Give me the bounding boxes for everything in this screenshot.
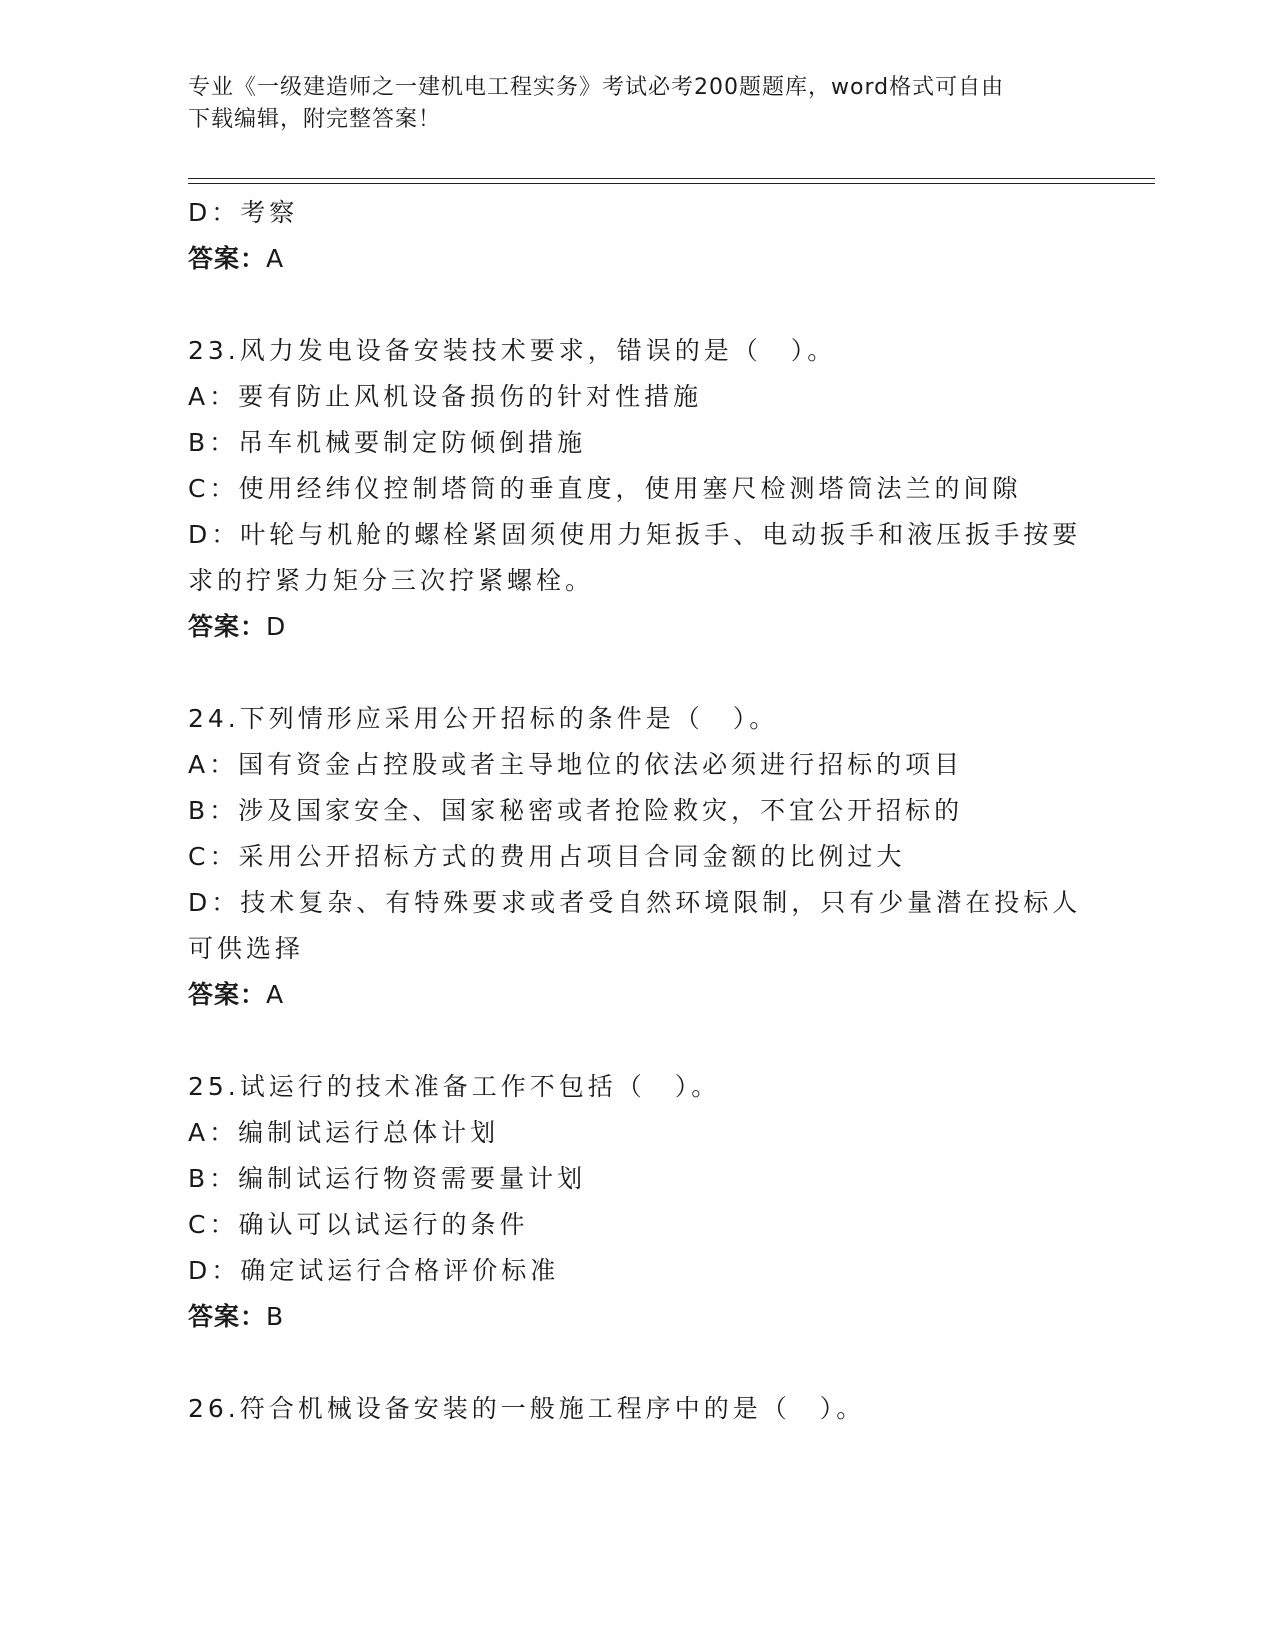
question-stem: 23.风力发电设备安装技术要求，错误的是（ ）。 xyxy=(188,336,837,365)
question-stem: 24.下列情形应采用公开招标的条件是（ ）。 xyxy=(188,704,779,733)
answer: 答案：A xyxy=(188,980,285,1009)
question-body xyxy=(188,190,1088,1432)
document-header xyxy=(188,72,1088,136)
option-a: A：要有防止风机设备损伤的针对性措施 xyxy=(188,382,703,411)
option-a: A：编制试运行总体计划 xyxy=(188,1118,500,1147)
option-c: C：使用经纬仪控制塔筒的垂直度，使用塞尺检测塔筒法兰的间隙 xyxy=(188,474,1022,503)
option-d: D：技术复杂、有特殊要求或者受自然环境限制，只有少量潜在投标人 xyxy=(188,888,1082,917)
question-26-stem: 26.符合机械设备安装的一般施工程序中的是（ ）。 xyxy=(188,1394,866,1423)
answer: 答案：B xyxy=(188,1302,285,1331)
header-divider-top xyxy=(188,178,1155,179)
option-d-continued: 可供选择 xyxy=(188,934,305,963)
option-a: A：国有资金占控股或者主导地位的依法必须进行招标的项目 xyxy=(188,750,964,779)
option-c: C：采用公开招标方式的费用占项目合同金额的比例过大 xyxy=(188,842,906,871)
answer-value: D xyxy=(266,612,287,641)
answer: 答案：D xyxy=(188,612,287,641)
answer-prev: 答案：A xyxy=(188,244,285,273)
answer-value: A xyxy=(266,980,285,1009)
option-d: D：叶轮与机舱的螺栓紧固须使用力矩扳手、电动扳手和液压扳手按要 xyxy=(188,520,1082,549)
option-b: B：吊车机械要制定防倾倒措施 xyxy=(188,428,587,457)
header-divider-bottom xyxy=(188,183,1155,184)
question-25 xyxy=(188,1064,1088,1340)
question-24 xyxy=(188,696,1088,1018)
question-stem: 25.试运行的技术准备工作不包括（ ）。 xyxy=(188,1072,721,1101)
answer-value: B xyxy=(266,1302,285,1331)
option-b: B：编制试运行物资需要量计划 xyxy=(188,1164,587,1193)
question-23 xyxy=(188,328,1088,650)
header-line-1: 专业《一级建造师之一建机电工程实务》考试必考200题题库，word格式可自由 xyxy=(188,75,1005,100)
header-line-2: 下载编辑，附完整答案！ xyxy=(188,107,442,132)
option-d-continued: 求的拧紧力矩分三次拧紧螺栓。 xyxy=(188,566,595,595)
option-c: C：确认可以试运行的条件 xyxy=(188,1210,529,1239)
option-d: D：确定试运行合格评价标准 xyxy=(188,1256,560,1285)
option-d-prev: D：考察 xyxy=(188,198,299,227)
answer-value: A xyxy=(266,244,285,273)
option-b: B：涉及国家安全、国家秘密或者抢险救灾，不宜公开招标的 xyxy=(188,796,964,825)
